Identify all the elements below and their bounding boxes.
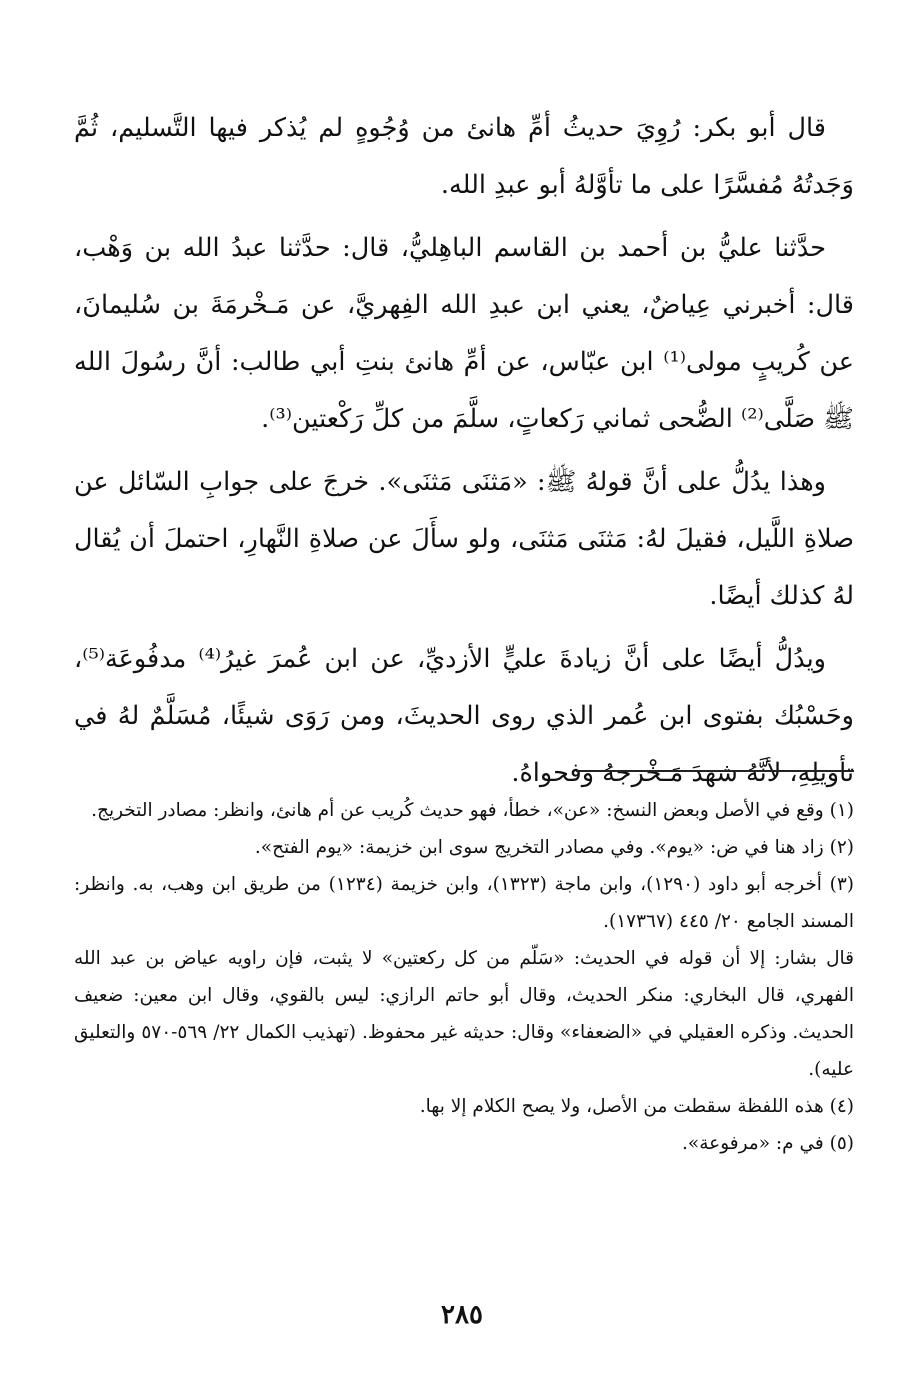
- main-text: [74, 100, 854, 808]
- footnotes: [74, 792, 854, 1162]
- paragraph-1: قال أبو بكر: رُوِيَ حديثُ أمِّ هانئ من وُجُوهٍ لم يُذكر فيها التَّسليم، ثُمَّ وَجَدتُهُ مُفسَّرًا على ما تأوَّلهُ أبو عبدِ الله.: [74, 113, 854, 200]
- footnote-1: (١) وقع في الأصل وبعض النسخ: «عن»، خطأ، فهو حديث كُريب عن أم هانئ، وانظر: مصادر التخريج.: [91, 800, 854, 821]
- footnote-separator: [576, 770, 854, 772]
- paragraph-4: ويدُلُّ أيضًا على أنَّ زيادةَ عليٍّ الأزديِّ، عن ابن عُمرَ غيرُ⁽⁴⁾ مدفُوعَة⁽⁵⁾، وحَسْبُك بفتوى ابن عُمر الذي روى الحديثَ، ومن رَوَى شيئًا، مُسَلَّمٌ لهُ في تأويلِهِ، لأنَّهُ شهدَ مَـخْرجهُ وفحواهُ.: [74, 644, 854, 788]
- paragraph-3: وهذا يدُلُّ على أنَّ قولهُ ﷺ: «مَثنَى مَثنَى». خرجَ على جوابِ السّائل عن صلاةِ اللَّيل، فقيلَ لهُ: مَثنَى مَثنَى، ولو سأَلَ عن صلاةِ النَّهارِ، احتملَ أن يُقال لهُ كذلك أيضًا.: [74, 467, 854, 611]
- footnote-3: (٣) أخرجه أبو داود (١٢٩٠)، وابن ماجة (١٣٢٣)، وابن خزيمة (١٢٣٤) من طريق ابن وهب، به. وانظر: المسند الجامع ٢٠/ ٤٤٥ (١٧٣٦٧).: [74, 874, 854, 932]
- footnote-3-comment: قال بشار: إلا أن قوله في الحديث: «سَلّم من كل ركعتين» لا يثبت، فإن راويه عياض بن عبد الله الفهري، قال البخاري: منكر الحديث، وقال أبو حاتم الرازي: ليس بالقوي، وقال ابن معين: ضعيف الحديث. وذكره العقيلي في «الضعفاء» وقال: حديثه غير محفوظ. (تهذيب الكمال ٢٢/ ٥٦٩-٥٧٠ والتعليق عليه).: [74, 948, 854, 1080]
- footnote-4: (٤) هذه اللفظة سقطت من الأصل، ولا يصح الكلام إلا بها.: [419, 1096, 854, 1117]
- footnote-2: (٢) زاد هنا في ض: «يوم». وفي مصادر التخريج سوى ابن خزيمة: «يوم الفتح».: [254, 837, 854, 858]
- page-number: ٢٨٥: [441, 1300, 483, 1330]
- paragraph-2: حدَّثنا عليُّ بن أحمد بن القاسم الباهِليُّ، قال: حدَّثنا عبدُ الله بن وَهْب، قال: أخبرني عِياضٌ، يعني ابن عبدِ الله الفِهريَّ، عن مَـخْرمَةَ بن سُليمانَ، عن كُريبٍ مولى⁽¹⁾ ابن عبّاس، عن أمِّ هانئ بنتِ أبي طالب: أنَّ رسُولَ الله ﷺ صَلَّى⁽²⁾ الضُّحى ثماني رَكعاتٍ، سلَّمَ من كلِّ رَكْعتين⁽³⁾.: [74, 233, 854, 434]
- footnote-5: (٥) في م: «مرفوعة».: [682, 1133, 854, 1154]
